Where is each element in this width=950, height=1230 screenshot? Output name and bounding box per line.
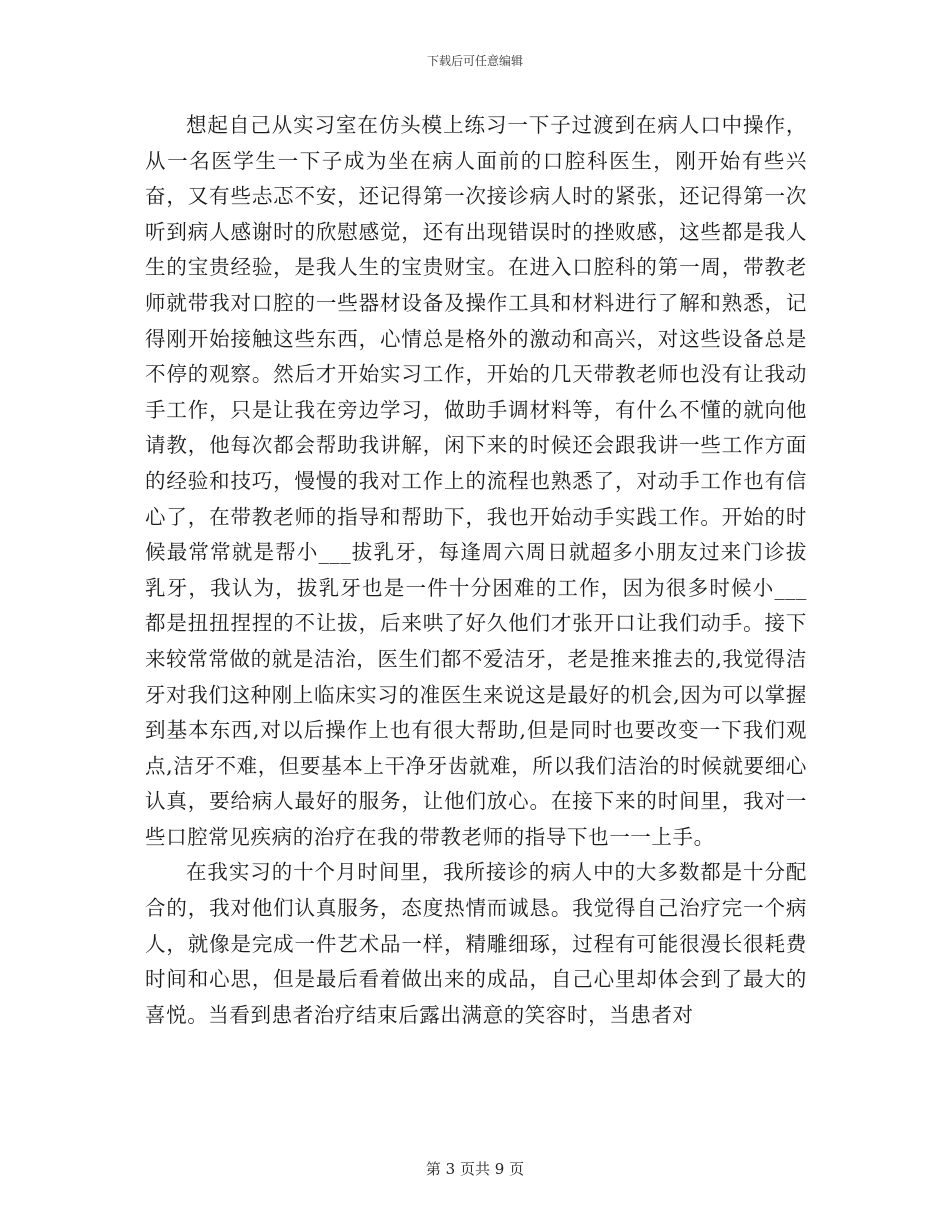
page-number: 第 3 页共 9 页 <box>425 1160 525 1178</box>
document-body <box>145 108 807 1033</box>
paragraph-1: 想起自己从实习室在仿头模上练习一下子过渡到在病人口中操作，从一名医学生一下子成为坐在病人面前的口腔科医生，刚开始有些兴奋，又有些忐忑不安，还记得第一次接诊病人时的紧张，还记得第一次听到病人感谢时的欣慰感觉，还有出现错误时的挫败感，这些都是我人生的宝贵经验，是我人生的宝贵财宝。在进入口腔科的第一周，带教老师就带我对口腔的一些器材设备及操作工具和材料进行了解和熟悉，记得刚开始接触这些东西，心情总是格外的激动和高兴，对这些设备总是不停的观察。然后才开始实习工作，开始的几天带教老师也没有让我动手工作，只是让我在旁边学习，做助手调材料等，有什么不懂的就向他请教，他每次都会帮助我讲解，闲下来的时候还会跟我讲一些工作方面的经验和技巧，慢慢的我对工作上的流程也熟悉了，对动手工作也有信心了，在带教老师的指导和帮助下，我也开始动手实践工作。开始的时候最常常就是帮小___拔乳牙，每逢周六周日就超多小朋友过来门诊拔乳牙，我认为，拔乳牙也是一件十分困难的工作，因为很多时候小___都是扭扭捏捏的不让拔，后来哄了好久他们才张开口让我们动手。接下来较常常做的就是洁治，医生们都不爱洁牙，老是推来推去的,我觉得洁牙对我们这种刚上临床实习的准医生来说这是最好的机会,因为可以掌握到基本东西,对以后操作上也有很大帮助,但是同时也要改变一下我们观点,洁牙不难，但要基本上干净牙齿就难，所以我们洁治的时候就要细心认真，要给病人最好的服务，让他们放心。在接下来的时间里，我对一些口腔常见疾病的治疗在我的带教老师的指导下也一一上手。 <box>145 113 807 849</box>
paragraph-2: 在我实习的十个月时间里，我所接诊的病人中的大多数都是十分配合的，我对他们认真服务，态度热情而诚恳。我觉得自己治疗完一个病人，就像是完成一件艺术品一样，精雕细琢，过程有可能很漫长很耗费时间和心思，但是最后看着做出来的成品，自己心里却体会到了最大的喜悦。当看到患者治疗结束后露出满意的笑容时，当患者对 <box>145 860 807 1027</box>
page-header: 下载后可任意编辑 <box>426 54 523 68</box>
